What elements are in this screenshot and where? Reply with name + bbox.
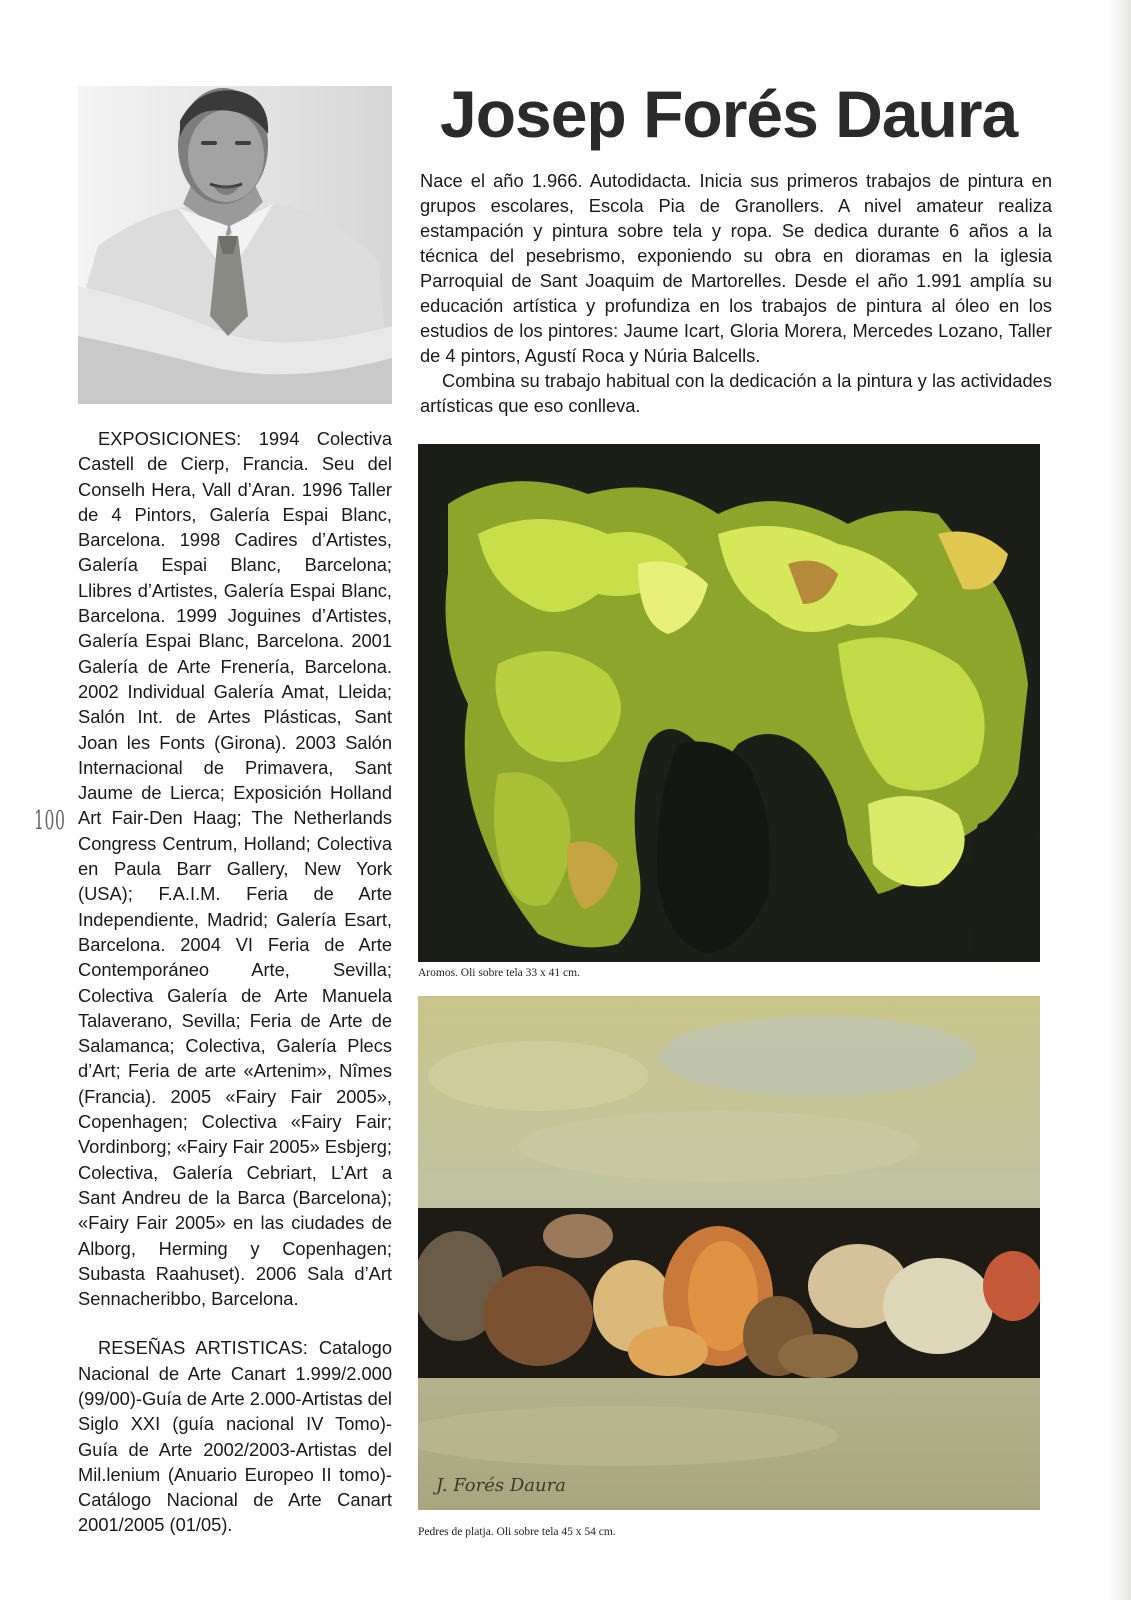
reviews-text: RESEÑAS ARTISTICAS: Catalogo Nacional de Arte Canart 1.999/2.000 (99/00)-Guía de Arte 2.000-Artistas del Siglo XXI (guía nacional IV Tomo)-Guía de Arte 2002/2003-Artistas del Mil.lenium (Anuario Europeo II tomo)-Catálogo Nacional de Arte Canart 2001/2005 (01/05). — [78, 1337, 392, 1536]
page-number: 100 — [34, 806, 66, 836]
painting-pedres-de-platja — [418, 996, 1040, 1510]
caption-pedres-de-platja: Pedres de platja. Oli sobre tela 45 x 54 cm. — [418, 1526, 616, 1538]
caption-aromos: Aromos. Oli sobre tela 33 x 41 cm. — [418, 967, 580, 979]
biography-paragraph-2: Combina su trabajo habitual con la dedicación a la pintura y las actividades artísticas que eso conlleva. — [420, 370, 1052, 416]
painting-aromos — [418, 444, 1040, 962]
biography-intro — [420, 168, 1052, 418]
exhibitions-text: EXPOSICIONES: 1994 Colectiva Castell de Cierp, Francia. Seu del Conselh Hera, Vall d’Aran. 1996 Taller de 4 Pintors, Galería Espai Blanc, Barcelona. 1998 Cadires d’Artistes, Galería Espai Blanc, Barcelona; Llibres d’Artistes, Galería Espai Blanc, Barcelona. 1999 Joguines d’Artistes, Galería Espai Blanc, Barcelona. 2001 Galería de Arte Frenería, Barcelona. 2002 Individual Galería Amat, Lleida; Salón Int. de Artes Plásticas, Sant Joan les Fonts (Girona). 2003 Salón Internacional de Primavera, Sant Jaume de Lierca; Exposición Holland Art Fair-Den Haag; The Netherlands Congress Centrum, Holland; Colectiva en Paula Barr Gallery, New York (USA); F.A.I.M. Feria de Arte Independiente, Madrid; Galería Esart, Barcelona. 2004 VI Feria de Arte Contemporáneo Arte, Sevilla; Colectiva Galería de Arte Manuela Talaverano, Sevilla; Feria de Arte de Salamanca; Colectiva, Galería Plecs d’Art; Feria de arte «Artenim», Nîmes (Francia). 2005 «Fairy Fair 2005», Copenhagen; Colectiva «Fairy Fair; Vordinborg; «Fairy Fair 2005» Esbjerg; Colectiva, Galería Cebriart, L’Art a Sant Andreu de la Barca (Barcelona); «Fairy Fair 2005» en las ciudades de Alborg, Herming y Copenhagen; Subasta Raahuset). 2006 Sala d’Art Sennacheribbo, Barcelona. — [78, 428, 392, 1310]
page-edge — [1109, 0, 1131, 1600]
artist-portrait — [78, 86, 392, 404]
exhibitions-column — [78, 426, 392, 1562]
biography-paragraph-1: Nace el año 1.966. Autodidacta. Inicia sus primeros trabajos de pintura en grupos escolares, Escola Pia de Granollers. A nivel amateur realiza estampación y pintura sobre tela y ropa. Se dedica durante 6 años a la técnica del pesebrismo, exponiendo su obra en dioramas en la iglesia Parroquial de Sant Joaquim de Martorelles. Desde el año 1.991 amplía su educación artística y profundiza en los trabajos de pintura al óleo en los estudios de los pintores: Jaume Icart, Gloria Morera, Mercedes Lozano, Taller de 4 pintors, Agustí Roca y Núria Balcells. — [420, 170, 1052, 366]
page-title: Josep Forés Daura — [440, 77, 1018, 151]
painting-signature: J. Forés Daura — [436, 1475, 566, 1496]
